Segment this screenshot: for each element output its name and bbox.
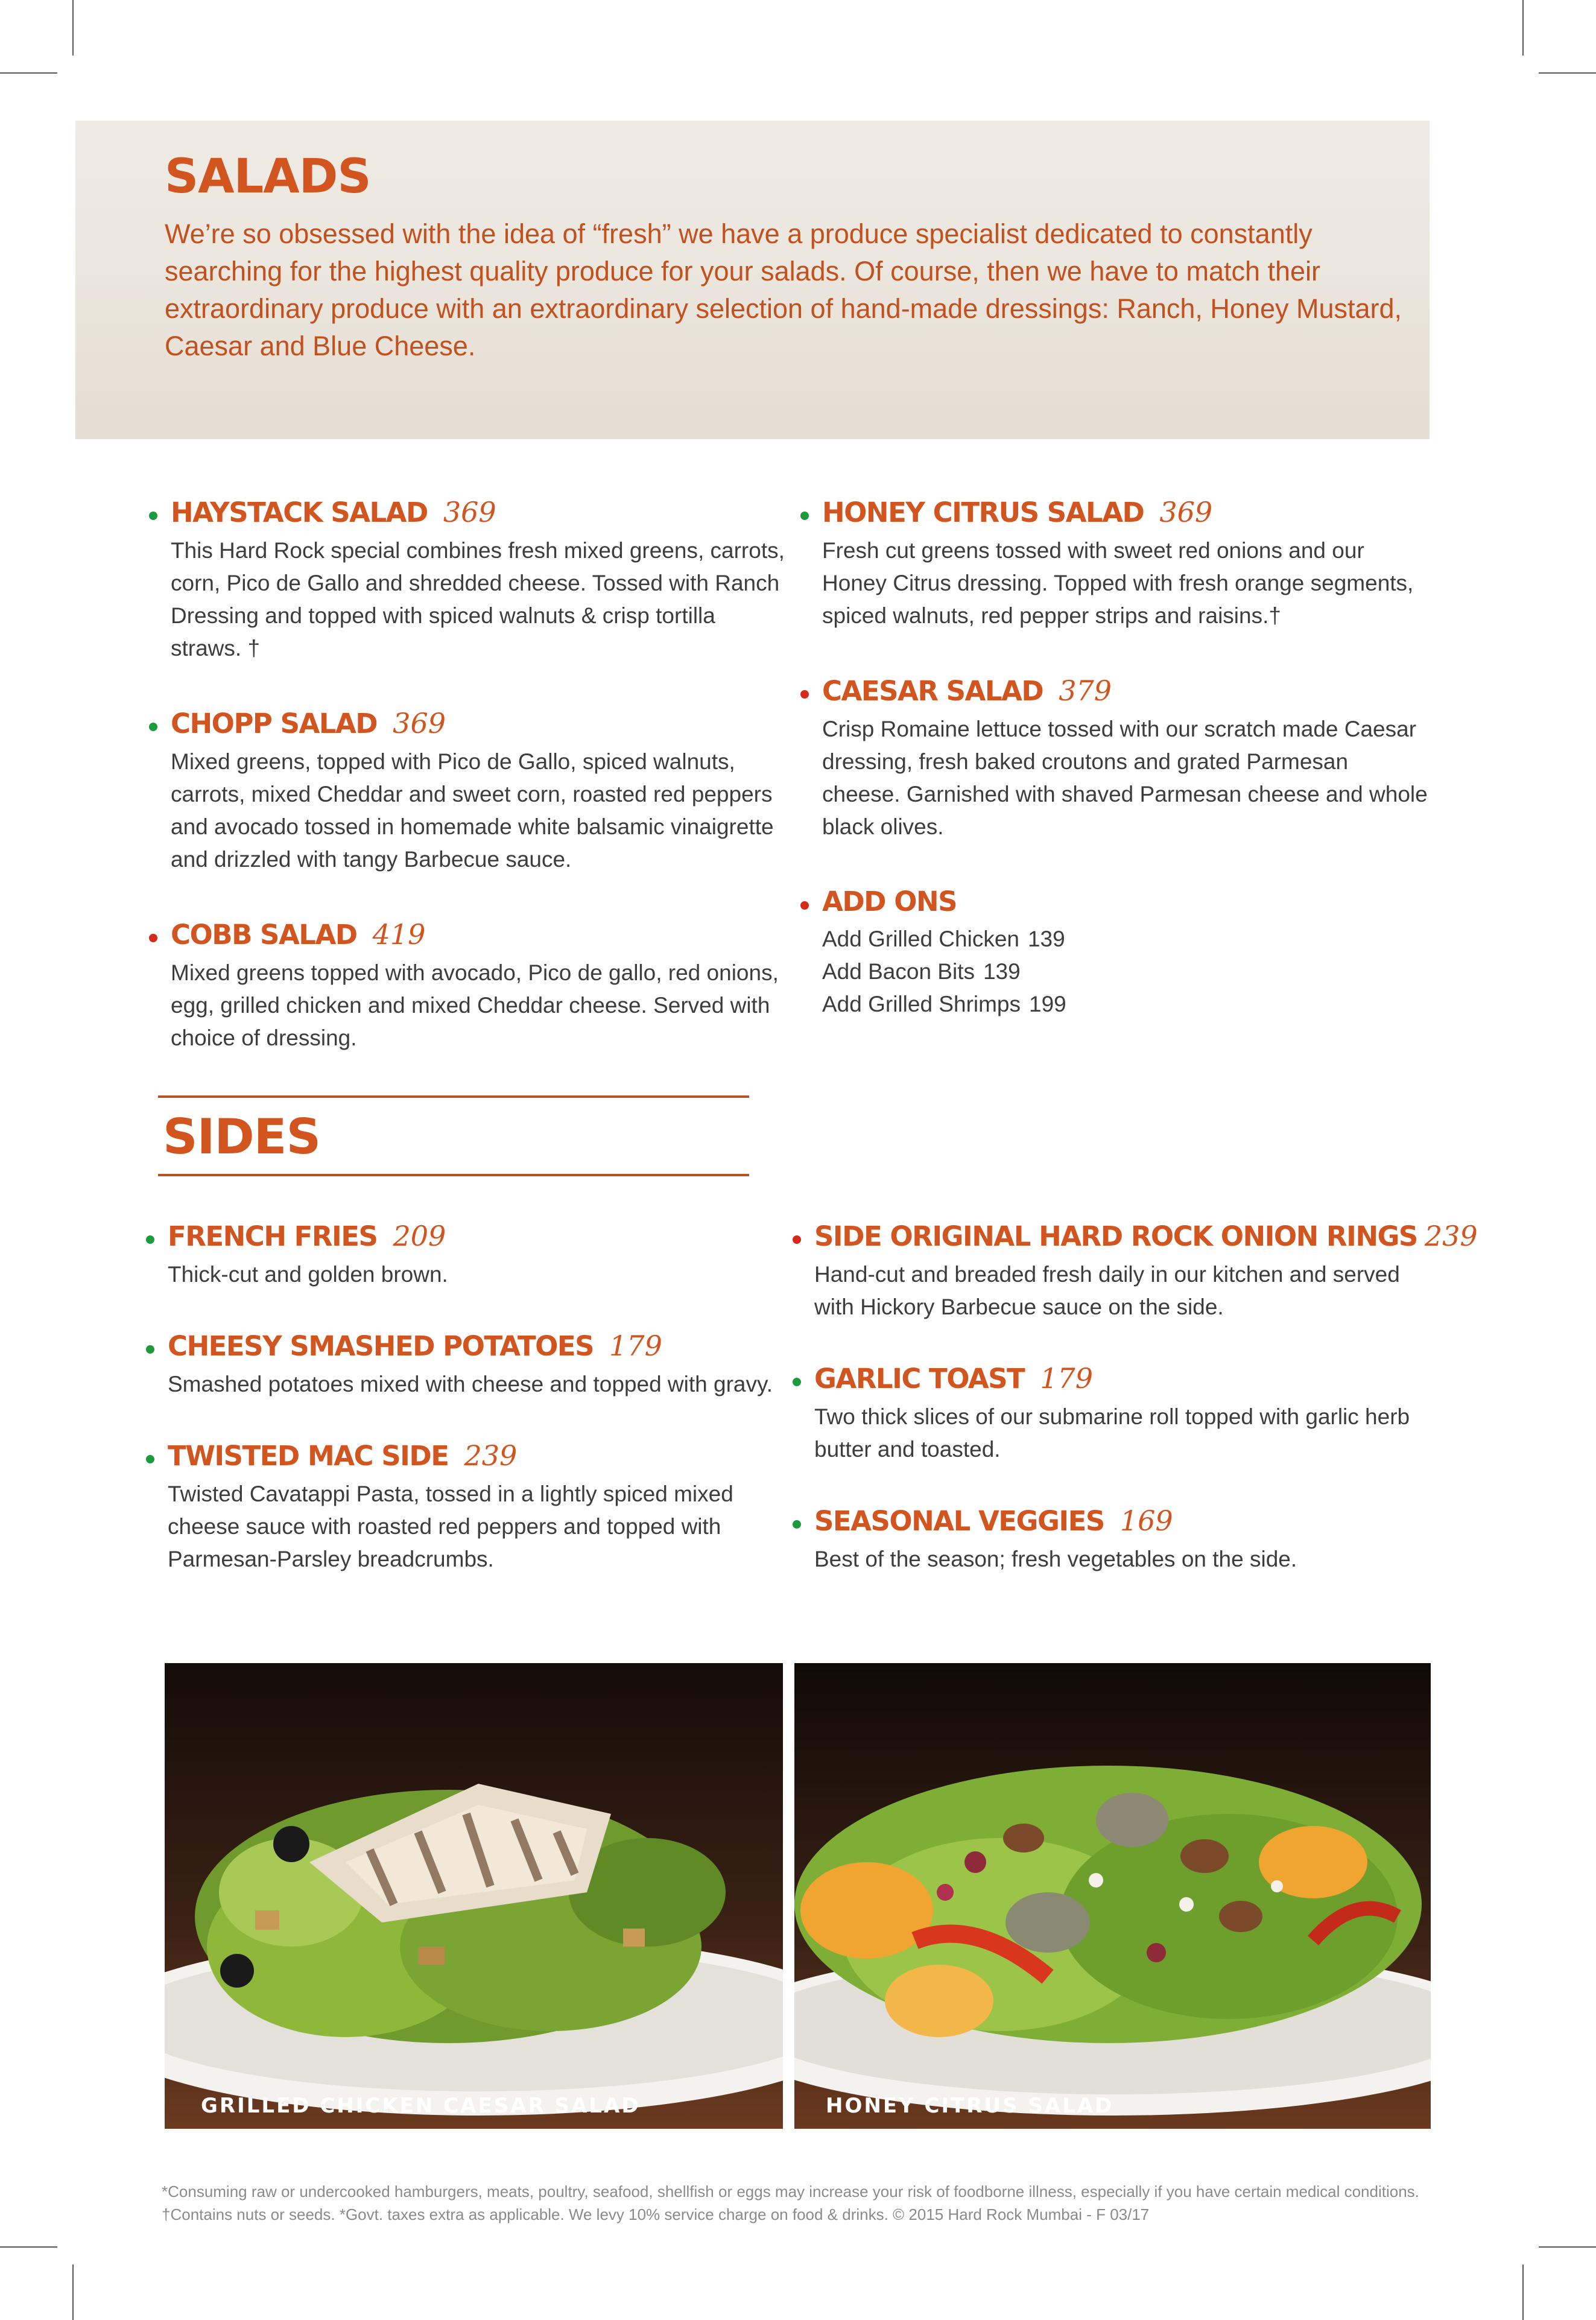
item-name: TWISTED MAC SIDE	[168, 1440, 449, 1472]
item-name: GARLIC TOAST	[814, 1363, 1025, 1395]
sides-title: SIDES	[163, 1109, 321, 1165]
menu-item	[822, 674, 1431, 843]
photo-caption: GRILLED CHICKEN CAESAR SALAD	[201, 2094, 641, 2118]
item-name: CAESAR SALAD	[822, 675, 1043, 707]
bullet-icon	[793, 1378, 801, 1386]
addon-label: Add Grilled Shrimps	[822, 992, 1021, 1016]
bullet-icon	[793, 1235, 801, 1244]
item-description: Hand-cut and breaded fresh daily in our kitchen and served with Hickory Barbecue sauce on the side.	[814, 1262, 1400, 1319]
item-description: Twisted Cavatappi Pasta, tossed in a lightly spiced mixed cheese sauce with roasted red peppers and topped with Parmesan-Parsley breadcrumbs.	[168, 1482, 733, 1571]
item-description: Smashed potatoes mixed with cheese and topped with gravy.	[168, 1372, 773, 1396]
item-name: CHEESY SMASHED POTATOES	[168, 1330, 594, 1362]
caesar-salad-illustration	[165, 1663, 783, 2129]
item-name: SEASONAL VEGGIES	[814, 1505, 1104, 1537]
item-description: Best of the season; fresh vegetables on the side.	[814, 1547, 1297, 1571]
item-name: FRENCH FRIES	[168, 1220, 378, 1252]
addon-row	[822, 956, 1431, 988]
item-name: HONEY CITRUS SALAD	[822, 496, 1144, 528]
bullet-icon	[800, 690, 809, 699]
bullet-icon	[146, 1235, 154, 1244]
menu-item	[814, 1362, 1436, 1466]
item-name: CHOPP SALAD	[171, 708, 378, 740]
item-price: 209	[393, 1220, 446, 1252]
item-description: Fresh cut greens tossed with sweet red onions and our Honey Citrus dressing. Topped with fresh orange segments, spiced walnuts, red pepper strips and raisins.†	[822, 538, 1414, 628]
menu-item	[168, 1330, 783, 1401]
item-price: 369	[393, 707, 446, 740]
item-price: 179	[1040, 1362, 1094, 1395]
salads-right-column	[822, 496, 1431, 1063]
sides-left-column	[168, 1220, 783, 1618]
item-price: 419	[372, 918, 426, 951]
bullet-icon	[800, 901, 809, 910]
sides-right-column	[814, 1220, 1478, 1618]
sides-rule-bottom	[158, 1174, 749, 1176]
item-price: 169	[1119, 1504, 1173, 1537]
addons-group	[822, 886, 1431, 1021]
bullet-icon	[149, 934, 157, 942]
bullet-icon	[793, 1520, 801, 1529]
item-description: This Hard Rock special combines fresh mixed greens, carrots, corn, Pico de Gallo and shredded cheese. Tossed with Ranch Dressing and topped with spiced walnuts & crisp tortilla straws. †	[171, 538, 785, 661]
photo-honey-citrus-salad	[794, 1663, 1431, 2129]
item-price: 369	[1159, 496, 1213, 528]
menu-item	[814, 1504, 1436, 1576]
menu-item	[171, 918, 792, 1054]
addon-label: Add Bacon Bits	[822, 959, 975, 984]
item-name: SIDE ORIGINAL HARD ROCK ONION RINGS	[814, 1220, 1417, 1252]
menu-item	[171, 707, 792, 876]
menu-item	[814, 1220, 1478, 1323]
item-price: 239	[464, 1439, 518, 1472]
addon-row	[822, 923, 1431, 956]
item-description: Thick-cut and golden brown.	[168, 1262, 448, 1287]
salads-banner	[75, 121, 1430, 439]
item-price: 369	[443, 496, 496, 528]
bullet-icon	[146, 1345, 154, 1354]
item-price: 179	[609, 1330, 662, 1362]
bullet-icon	[149, 512, 157, 520]
item-name: COBB SALAD	[171, 919, 357, 951]
addons-title: ADD ONS	[822, 886, 957, 918]
photo-caption: HONEY CITRUS SALAD	[826, 2094, 1114, 2118]
menu-item	[822, 496, 1431, 632]
bullet-icon	[149, 723, 157, 731]
item-description: Crisp Romaine lettuce tossed with our scratch made Caesar dressing, fresh baked croutons and grated Parmesan cheese. Garnished with shaved Parmesan cheese and whole black olives.	[822, 717, 1428, 839]
item-description: Two thick slices of our submarine roll topped with garlic herb butter and toasted.	[814, 1404, 1410, 1462]
bullet-icon	[146, 1455, 154, 1463]
item-description: Mixed greens topped with avocado, Pico de gallo, red onions, egg, grilled chicken and mixed Cheddar cheese. Served with choice of dressing.	[171, 960, 779, 1050]
sides-rule-top	[158, 1095, 749, 1098]
addon-price: 199	[1029, 992, 1066, 1016]
addon-price: 139	[1027, 927, 1065, 951]
photo-caesar-salad	[165, 1663, 783, 2129]
salads-left-column	[171, 496, 792, 1097]
salads-title: SALADS	[165, 150, 371, 204]
footnote: *Consuming raw or undercooked hamburgers, meats, poultry, seafood, shellfish or eggs may increase your risk of foodborne illness, especially if you have certain medical conditions. †Contains nuts or seeds. *Govt. taxes extra as applicable. We levy 10% service charge on food & drinks. © 2015 Hard Rock Mumbai - F 03/17	[162, 2182, 1419, 2223]
item-price: 239	[1424, 1220, 1478, 1252]
honey-citrus-salad-illustration	[794, 1663, 1431, 2129]
addon-label: Add Grilled Chicken	[822, 927, 1019, 951]
addon-price: 139	[983, 959, 1021, 984]
menu-item	[171, 496, 792, 665]
menu-item	[168, 1439, 783, 1576]
addon-row	[822, 988, 1431, 1021]
item-name: HAYSTACK SALAD	[171, 496, 428, 528]
salads-intro: We’re so obsessed with the idea of “fresh” we have a produce specialist dedicated to constantly searching for the highest quality produce for your salads. Of course, then we have to match their extraordinary produce with an extraordinary selection of hand-made dressings: Ranch, Honey Mustard, Caesar and Blue Cheese.	[165, 218, 1402, 361]
item-price: 379	[1059, 674, 1112, 707]
item-description: Mixed greens, topped with Pico de Gallo, spiced walnuts, carrots, mixed Cheddar and sweet corn, roasted red peppers and avocado tossed in homemade white balsamic vinaigrette and drizzled with tangy Barbecue sauce.	[171, 749, 774, 872]
menu-item	[168, 1220, 783, 1291]
bullet-icon	[800, 512, 809, 520]
